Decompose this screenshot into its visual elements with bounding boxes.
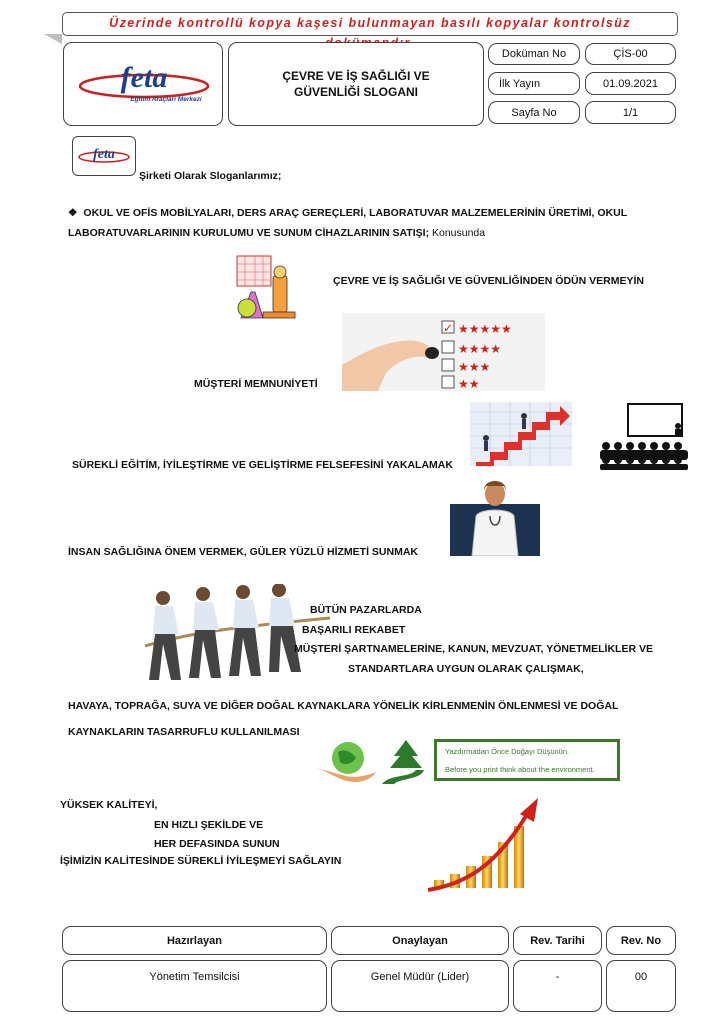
eco-print-banner (434, 739, 620, 781)
quality-line-4: İŞİMİZİN KALİTESİNDE SÜREKLİ İYİLEŞMEYİ SAĞLAYIN (60, 855, 342, 867)
laboratory-image (233, 254, 299, 320)
document-title: ÇEVRE VE İŞ SAĞLIĞI VE GÜVENLİĞİ SLOGANI (282, 69, 430, 99)
prepared-label-cell (62, 926, 327, 955)
rev-no-value: 00 (634, 971, 648, 983)
feta-logo (64, 43, 222, 125)
rev-date-label-cell (513, 926, 602, 955)
customer-rating-image (342, 313, 545, 391)
slogan-spec-1: MÜŞTERİ ŞARTNAMELERİNE, KANUN, MEVZUAT, YÖNETMELİKLER VE (294, 643, 653, 655)
logo-subtitle: Eğitim Araçları Merkezi (130, 96, 202, 103)
first-pub-label-cell (488, 72, 580, 95)
first-pub-value: 01.09.2021 (602, 77, 659, 90)
prepared-value-cell (62, 960, 327, 1012)
rev-no-label: Rev. No (620, 934, 662, 947)
uncontrolled-copy-warning: Üzerinde kontrollü kopya kaşesi bulunmayan basılı kopyalar kontrolsüz (62, 12, 678, 36)
intro-text: Şirketi Olarak Sloganlarımız; (139, 170, 282, 182)
svg-text:★★★: ★★★ (458, 360, 491, 374)
slogan-customer: MÜŞTERİ MEMNUNİYETİ (194, 378, 318, 390)
logo-text: feta (120, 61, 168, 94)
page-no-label-cell (488, 101, 580, 124)
doc-no-label-cell (488, 43, 580, 65)
classroom-presentation-icon (598, 402, 690, 470)
slogan-market-1: BÜTÜN PAZARLARDA (310, 604, 422, 616)
svg-text:✓: ✓ (443, 321, 454, 335)
document-title-cell (228, 42, 484, 126)
quality-line-2: EN HIZLI ŞEKİLDE VE (154, 819, 264, 831)
slogan-training: SÜREKLİ EĞİTİM, İYİLEŞTİRME VE GELİŞTİRME FELSEFESİNİ YAKALAMAK (72, 459, 453, 471)
doctor-image (450, 476, 540, 556)
quality-line-3: HER DEFASINDA SUNUN (154, 838, 280, 850)
scope-line-1: ❖ OKUL VE OFİS MOBİLYALARI, DERS ARAÇ GEREÇLERİ, LABORATUVAR MALZEMELERİNİN ÜRETİMİ, OKUL (68, 207, 628, 219)
doc-no-label: Doküman No (501, 48, 567, 60)
small-logo (72, 136, 136, 176)
rev-date-label: Rev. Tarihi (530, 934, 585, 947)
scope-line-2: LABORATUVARLARININ KURULUMU VE SUNUM CİHAZLARININ SATIŞI; Konusunda (68, 227, 486, 239)
svg-text:★★★★★: ★★★★★ (458, 322, 512, 336)
svg-text:★★★★: ★★★★ (458, 342, 502, 356)
growth-stairs-image (470, 402, 572, 466)
page-no-value: 1/1 (622, 106, 639, 119)
first-pub-label: İlk Yayın (499, 77, 541, 90)
page-no-value-cell (585, 101, 676, 124)
slogan-hse: ÇEVRE VE İŞ SAĞLIĞI VE GÜVENLİĞİNDEN ÖDÜN VERMEYİN (333, 275, 644, 287)
svg-text:★★: ★★ (458, 377, 480, 391)
first-pub-value-cell (585, 72, 676, 95)
slogan-market-2: BAŞARILI REKABET (302, 624, 406, 636)
small-logo-text: feta (93, 147, 115, 162)
approved-value: Genel Müdür (Lider) (370, 971, 470, 983)
earth-in-hands-image (316, 738, 376, 784)
growth-bar-chart-image (424, 798, 544, 894)
doc-no-value-cell (585, 43, 676, 65)
approved-label: Onaylayan (392, 934, 448, 947)
prepared-label: Hazırlayan (166, 934, 223, 947)
rev-no-value-cell (606, 960, 676, 1012)
approved-label-cell (331, 926, 509, 955)
rev-date-value-cell (513, 960, 602, 1012)
slogan-env-2: KAYNAKLARIN TASARRUFLU KULLANILMASI (68, 726, 300, 738)
quality-line-1: YÜKSEK KALİTEYİ, (60, 799, 158, 811)
rev-date-value: - (555, 971, 560, 983)
prepared-value: Yönetim Temsilcisi (149, 971, 240, 983)
eco-banner-line-1: Yazdırmadan Önce Doğayı Düşünün. (445, 747, 570, 756)
page-fold-corner (44, 34, 62, 44)
slogan-env-1: HAVAYA, TOPRAĞA, SUYA VE DİĞER DOĞAL KAYNAKLARA YÖNELİK KİRLENMENİN ÖNLENMESİ VE DOĞAL (68, 700, 619, 712)
eco-banner-line-2: Before you print think about the environment. (445, 765, 595, 774)
doc-no-value: ÇİS-00 (613, 48, 648, 60)
approved-value-cell (331, 960, 509, 1012)
page-no-label: Sayfa No (511, 106, 557, 119)
header-logo-cell (63, 42, 223, 126)
bullet-icon: ❖ (68, 207, 78, 219)
slogan-health: İNSAN SAĞLIĞINA ÖNEM VERMEK, GÜLER YÜZLÜ HİZMETİ SUNMAK (68, 546, 419, 558)
tree-road-image (380, 738, 432, 784)
slogan-spec-2: STANDARTLARA UYGUN OLARAK ÇALIŞMAK, (348, 663, 584, 675)
rev-no-label-cell (606, 926, 676, 955)
